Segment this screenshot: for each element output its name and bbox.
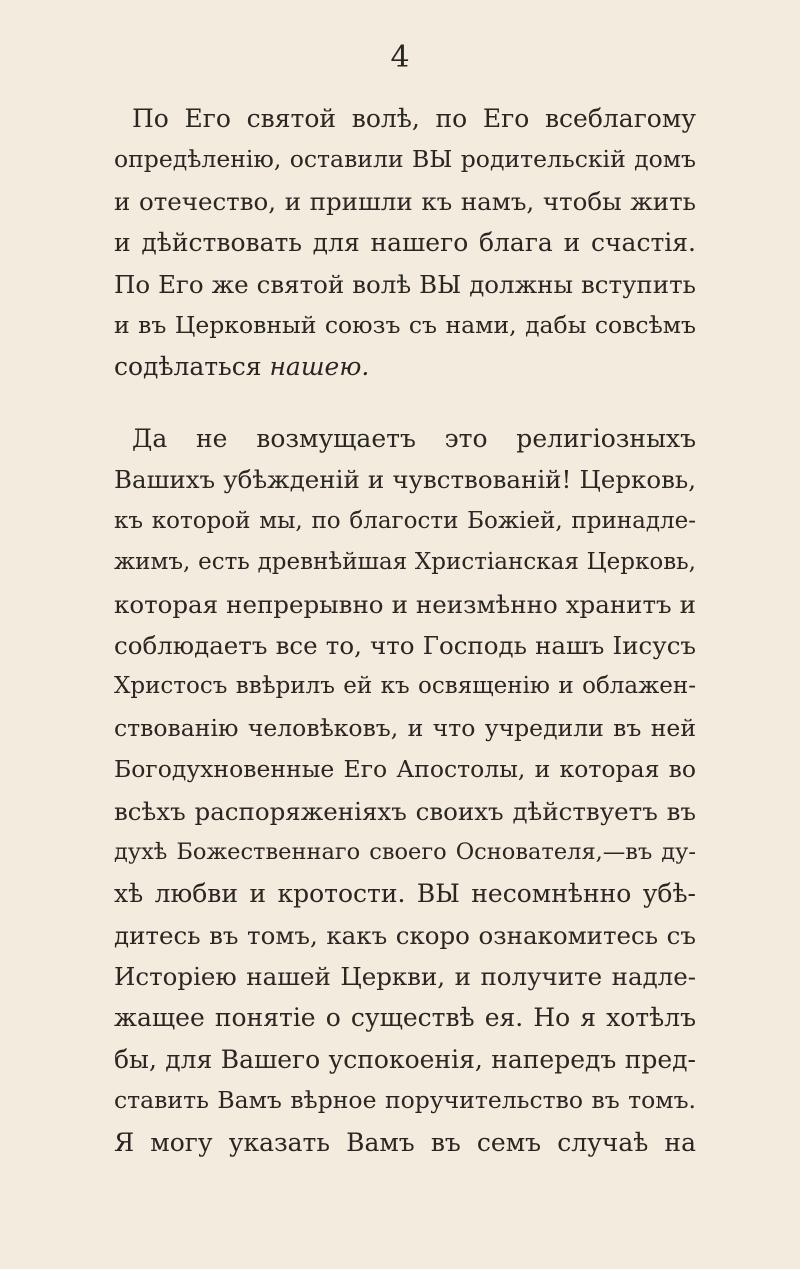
text-line: соблюдаетъ все то, что Господь нашъ Іисусъ <box>114 630 696 660</box>
text-line: Вашихъ убѣжденій и чувствованій! Церковь, <box>114 465 696 495</box>
text-line: дитесь въ томъ, какъ скоро ознакомитесь съ <box>114 920 696 950</box>
text-line: которая непрерывно и неизмѣнно хранитъ и <box>114 589 696 619</box>
text-line: всѣхъ распоряженіяхъ своихъ дѣйствуетъ въ <box>114 796 696 826</box>
text-line: Богодухновенные Его Апостолы, и которая во <box>114 755 696 784</box>
text-line: Исторіею нашей Церкви, и получите надле- <box>114 962 696 992</box>
text-line: По Его же святой волѣ ВЫ должны вступить <box>114 269 696 299</box>
emphasized-word: нашею. <box>269 352 370 382</box>
text-line: жащее понятіе о существѣ ея. Но я хотѣлъ <box>114 1003 696 1033</box>
text-line: опредѣленію, оставили ВЫ родительскій домъ <box>114 145 696 174</box>
text-line: и въ Церковный союзъ съ нами, дабы совсѣмъ <box>114 310 696 339</box>
text-line: и дѣйствовать для нашего блага и счастія. <box>114 228 696 258</box>
text-line <box>114 346 696 387</box>
text-line: хѣ любви и кротости. ВЫ несомнѣнно убѣ- <box>114 879 696 909</box>
paragraph-2 <box>114 418 696 1163</box>
text-line: ствованію человѣковъ, и что учредили въ ней <box>114 713 696 742</box>
text-line: Христосъ ввѣрилъ ей къ освященію и облажен- <box>114 673 696 700</box>
text-line: Да не возмущаетъ это религіозныхъ <box>132 424 696 453</box>
text-line: жимъ, есть древнѣйшая Христіанская Церковь, <box>114 549 696 576</box>
text-line: къ которой мы, по благости Божіей, принадле- <box>114 507 696 534</box>
text-line: бы, для Вашего успокоенія, напередъ пред- <box>114 1044 696 1074</box>
text-line: ставить Вамъ вѣрное поручительство въ томъ. <box>114 1086 696 1115</box>
paragraph-1 <box>114 98 696 388</box>
page-number: 4 <box>390 40 410 75</box>
text-line: По Его святой волѣ, по Его всеблагому <box>132 104 696 133</box>
text-line: Я могу указать Вамъ въ семъ случаѣ на <box>114 1127 696 1157</box>
text-line-prefix: содѣлаться <box>114 352 270 382</box>
text-line: духѣ Божественнаго своего Основателя,—въ ду- <box>114 838 696 865</box>
text-line: и отечество, и пришли къ намъ, чтобы жить <box>114 186 696 216</box>
